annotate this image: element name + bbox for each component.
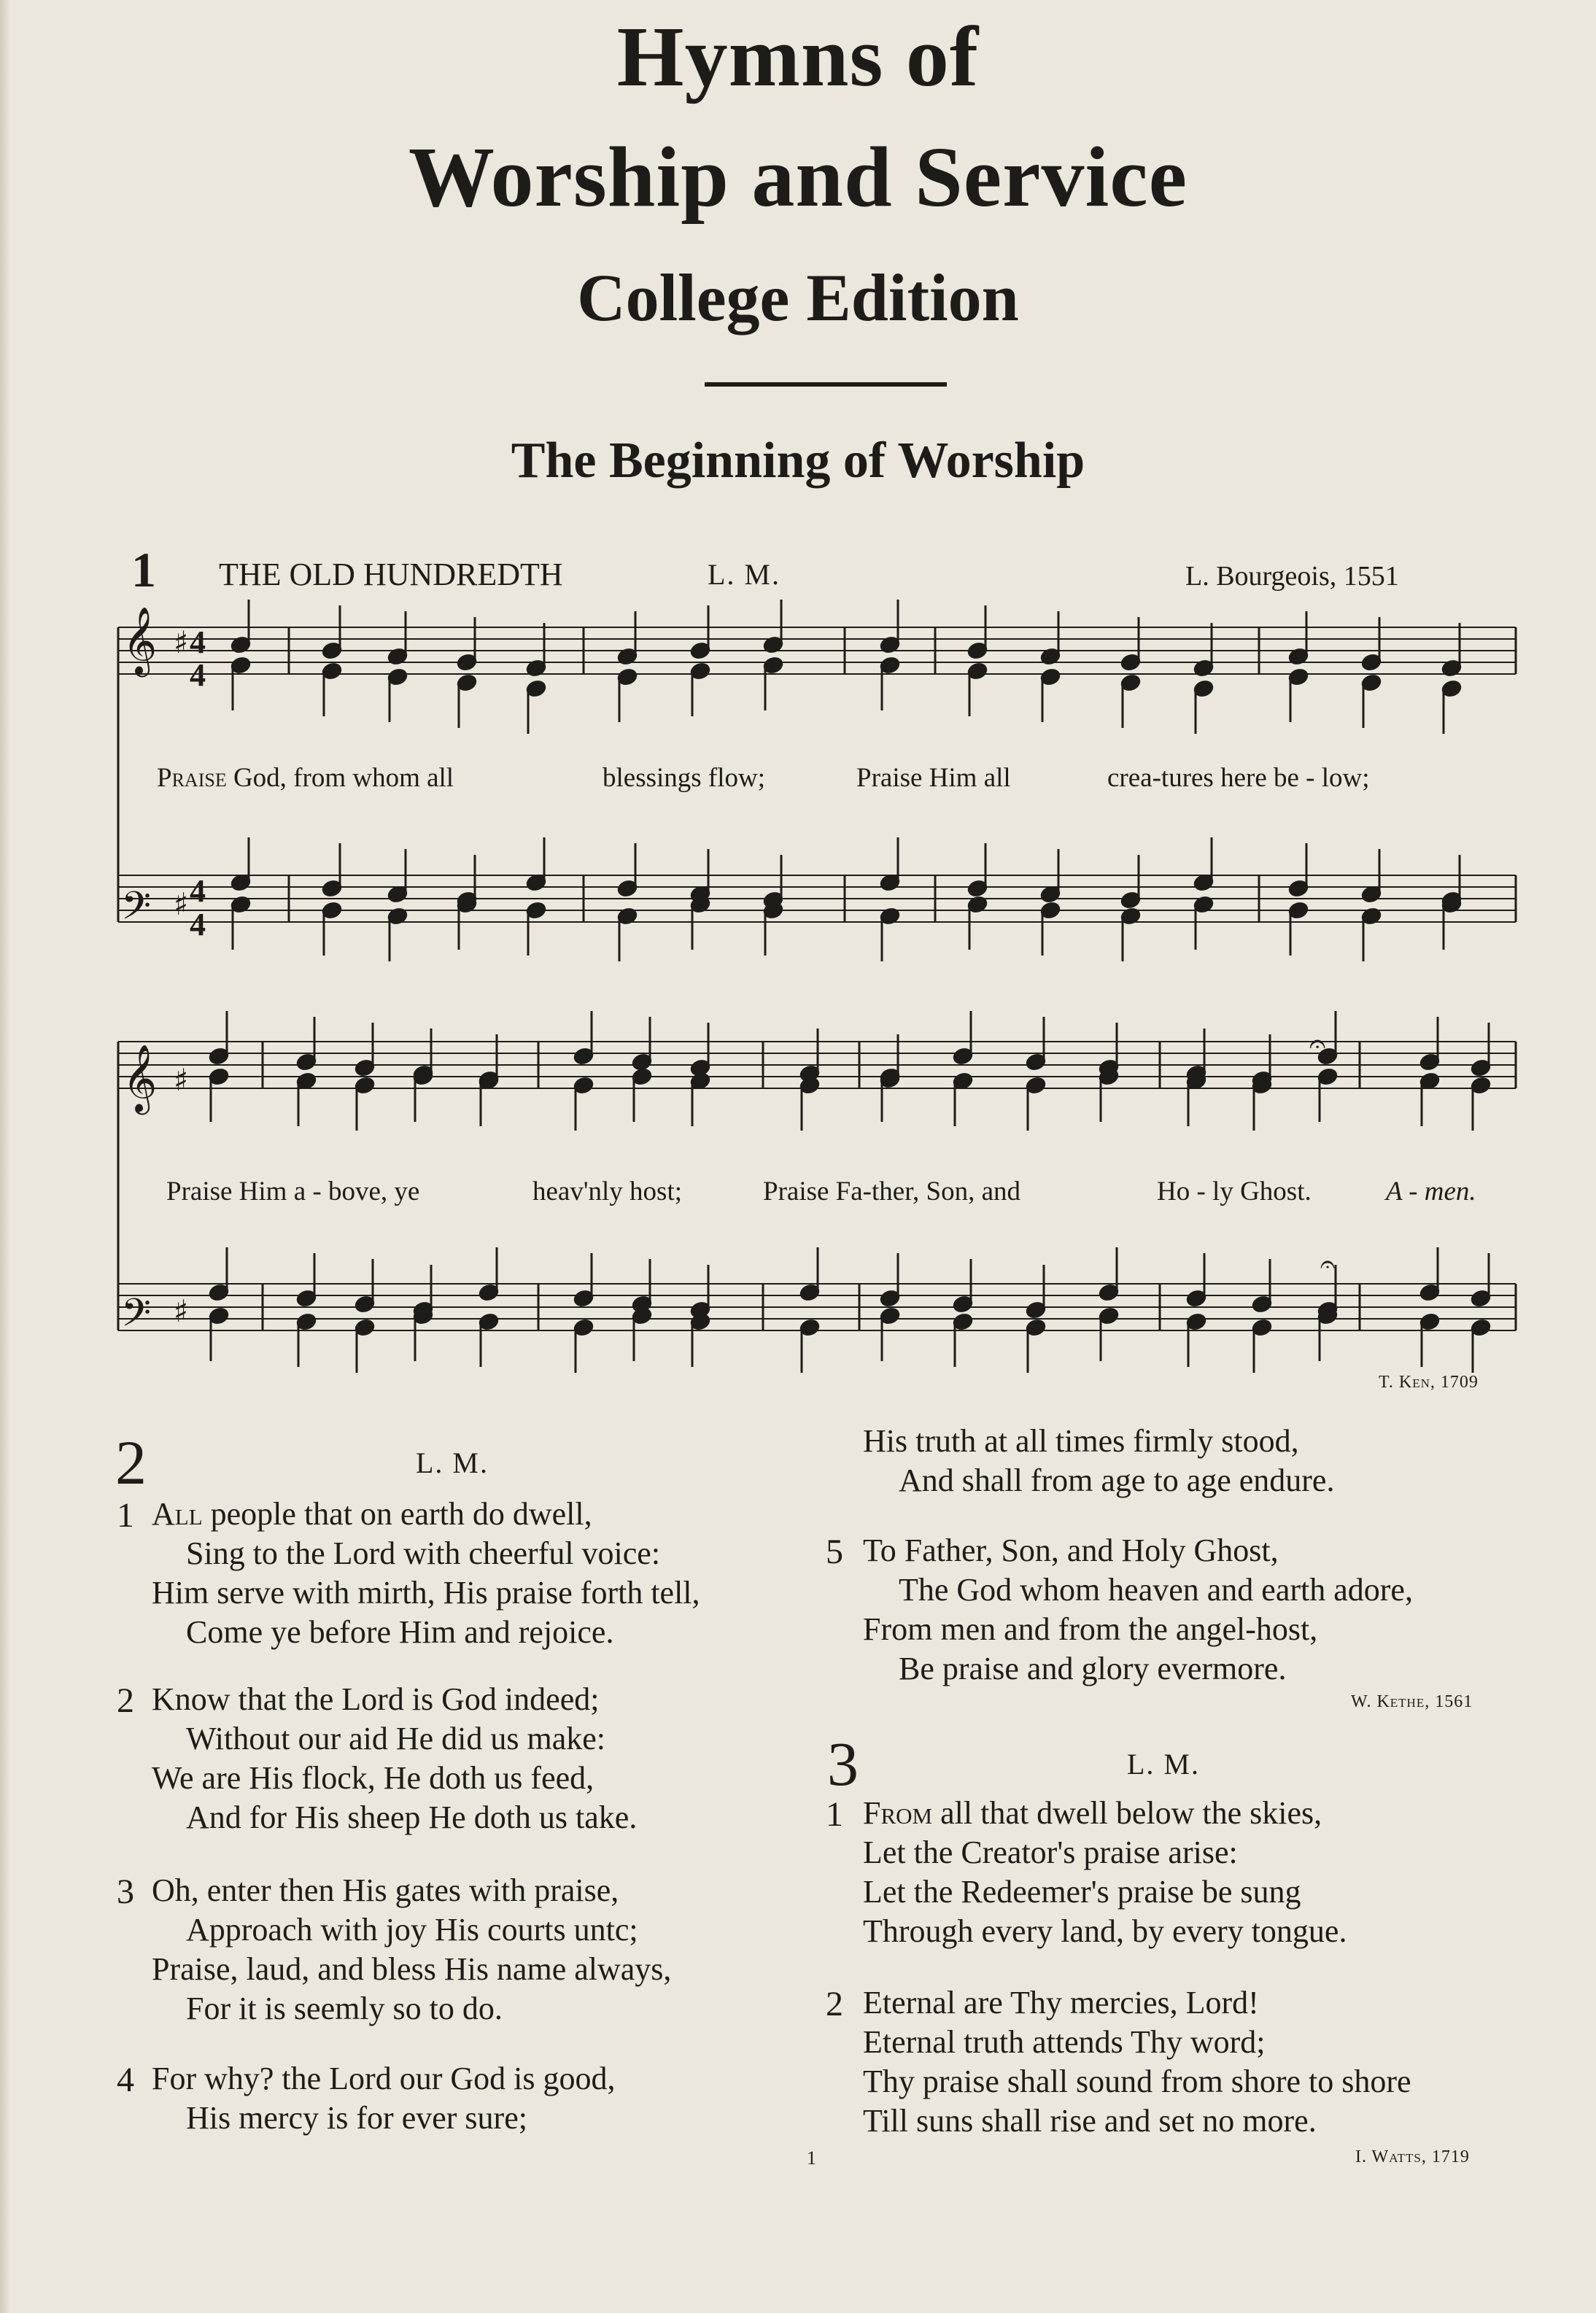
hymn-3-verse-2-number: 2 [826, 1985, 843, 2023]
hymn-1-lyric-line-1b: blessings flow; [603, 763, 766, 793]
verse-line-text: all that dwell below the skies, [940, 1795, 1322, 1831]
hymn-3-verse-1-line-2: Let the Creator's praise arise: [863, 1834, 1238, 1870]
hymn-2-verse-3-line-3: Praise, laud, and bless His name always, [152, 1951, 672, 1987]
hymn-2-verse-1-line-4: Come ye before Him and rejoice. [186, 1614, 614, 1650]
hymn-2-verse-5-line-3: From men and from the angel-host, [863, 1611, 1318, 1647]
bass-clef-icon: 𝄢 [121, 1291, 152, 1345]
hymn-3-meter: L. M. [1127, 1748, 1200, 1781]
hymn-2-verse-1-line-2: Sing to the Lord with cheerful voice: [186, 1535, 661, 1571]
hymn-2-verse-2-number: 2 [117, 1681, 134, 1720]
sharp-icon: ♯ [174, 624, 189, 660]
book-title-line1: Hymns of [616, 9, 980, 104]
verse-first-word: All [152, 1496, 203, 1532]
hymn-2-verse-4-line-4: And shall from age to age endure. [899, 1462, 1335, 1498]
hymn-2-verse-2-line-2: Without our aid He did us make: [186, 1721, 606, 1756]
page-number: 1 [807, 2147, 816, 2169]
hymn-2-verse-5-line-1: To Father, Son, and Holy Ghost, [863, 1533, 1279, 1568]
lyric-first-word: Praise [157, 763, 227, 793]
lyric-rest: God, from whom all [226, 763, 454, 793]
sharp-icon: ♯ [174, 1062, 189, 1098]
hymn-2-meter: L. M. [416, 1446, 489, 1479]
time-signature-icon: 4 [190, 873, 206, 909]
sharp-icon: ♯ [174, 886, 189, 922]
hymn-1-lyric-line-1d: crea-tures here be - low; [1107, 763, 1370, 793]
hymn-1-lyric-line-2a: Praise Him a - bove, ye [166, 1177, 420, 1206]
edition-title: College Edition [577, 260, 1019, 335]
hymn-1-meter: L. M. [708, 558, 780, 591]
time-signature-icon: 4 [190, 907, 206, 942]
hymn-2-verse-4-number: 4 [117, 2061, 134, 2099]
hymn-2-verse-1-number: 1 [117, 1496, 134, 1535]
hymn-2-verse-3-line-1: Oh, enter then His gates with praise, [152, 1872, 619, 1908]
treble-clef-icon: 𝄞 [123, 1044, 158, 1112]
sharp-icon: ♯ [174, 1293, 189, 1329]
hymn-3-verse-2-line-1: Eternal are Thy mercies, Lord! [863, 1985, 1259, 2021]
hymn-2-verse-2-line-1: Know that the Lord is God indeed; [152, 1681, 600, 1717]
hymn-1-lyric-line-1a [157, 762, 454, 794]
hymn-2-verse-4-line-2: His mercy is for ever sure; [186, 2100, 527, 2136]
hymn-1-composer: L. Bourgeois, 1551 [1185, 561, 1399, 592]
hymn-3-author: I. Watts, 1719 [1355, 2147, 1470, 2166]
hymn-2-verse-5-line-2: The God whom heaven and earth adore, [899, 1572, 1413, 1608]
fermata-icon: 𝄐 [1309, 1027, 1326, 1061]
time-signature-icon: 4 [190, 657, 206, 693]
verse-line-text: people that on earth do dwell, [210, 1496, 592, 1532]
hymn-2-verse-2-line-4: And for His sheep He doth us take. [186, 1799, 638, 1835]
hymn-2-verse-5-line-4: Be praise and glory evermore. [899, 1651, 1287, 1686]
book-title-line2: Worship and Service [408, 129, 1188, 225]
bass-clef-icon: 𝄢 [121, 884, 152, 938]
treble-clef-icon: 𝄞 [123, 606, 158, 674]
hymn-1-author: T. Ken, 1709 [1379, 1373, 1479, 1392]
hymn-1-lyric-line-2c: Praise Fa-ther, Son, and [763, 1177, 1021, 1206]
hymn-2-verse-1-line-1 [152, 1495, 592, 1533]
time-signature-icon: 4 [190, 624, 206, 660]
hymn-2-verse-2-line-3: We are His flock, He doth us feed, [152, 1760, 594, 1796]
hymn-3-verse-2-line-2: Eternal truth attends Thy word; [863, 2024, 1266, 2060]
hymn-2-verse-5-number: 5 [826, 1533, 843, 1571]
hymn-2-author: W. Kethe, 1561 [1351, 1692, 1473, 1711]
verse-first-word: From [863, 1795, 933, 1831]
hymn-3-verse-1-number: 1 [826, 1795, 843, 1834]
hymn-2-verse-3-line-4: For it is seemly so to do. [186, 1991, 503, 2026]
hymn-3-verse-2-line-4: Till suns shall rise and set no more. [863, 2103, 1317, 2139]
hymn-2-verse-4-line-3: His truth at all times firmly stood, [863, 1423, 1299, 1459]
hymn-2-verse-3-line-2: Approach with joy His courts untc; [186, 1912, 638, 1948]
hymn-1-tune-name: THE OLD HUNDREDTH [219, 557, 563, 592]
hymn-3-verse-1-line-3: Let the Redeemer's praise be sung [863, 1874, 1301, 1910]
hymn-3-verse-1-line-1 [863, 1794, 1322, 1832]
hymn-1-number: 1 [131, 542, 156, 597]
hymn-2-verse-4-line-1: For why? the Lord our God is good, [152, 2061, 616, 2096]
hymn-2-number: 2 [115, 1427, 147, 1498]
hymn-2-verse-3-number: 3 [117, 1872, 134, 1911]
hymn-3-number: 3 [827, 1729, 859, 1799]
hymn-3-verse-1-line-4: Through every land, by every tongue. [863, 1913, 1347, 1949]
hymn-1-lyric-line-1c: Praise Him all [856, 763, 1011, 793]
section-title: The Beginning of Worship [511, 433, 1085, 489]
hymn-3-verse-2-line-3: Thy praise shall sound from shore to shore [863, 2064, 1411, 2099]
hymn-1-lyric-line-2b: heav'nly host; [532, 1177, 682, 1206]
hymn-2-verse-1-line-3: Him serve with mirth, His praise forth tell, [152, 1575, 700, 1611]
hymn-1-lyric-line-2d: Ho - ly Ghost. [1157, 1177, 1312, 1206]
fermata-icon: 𝄐 [1320, 1250, 1336, 1279]
hymn-1-amen: A - men. [1386, 1177, 1476, 1206]
